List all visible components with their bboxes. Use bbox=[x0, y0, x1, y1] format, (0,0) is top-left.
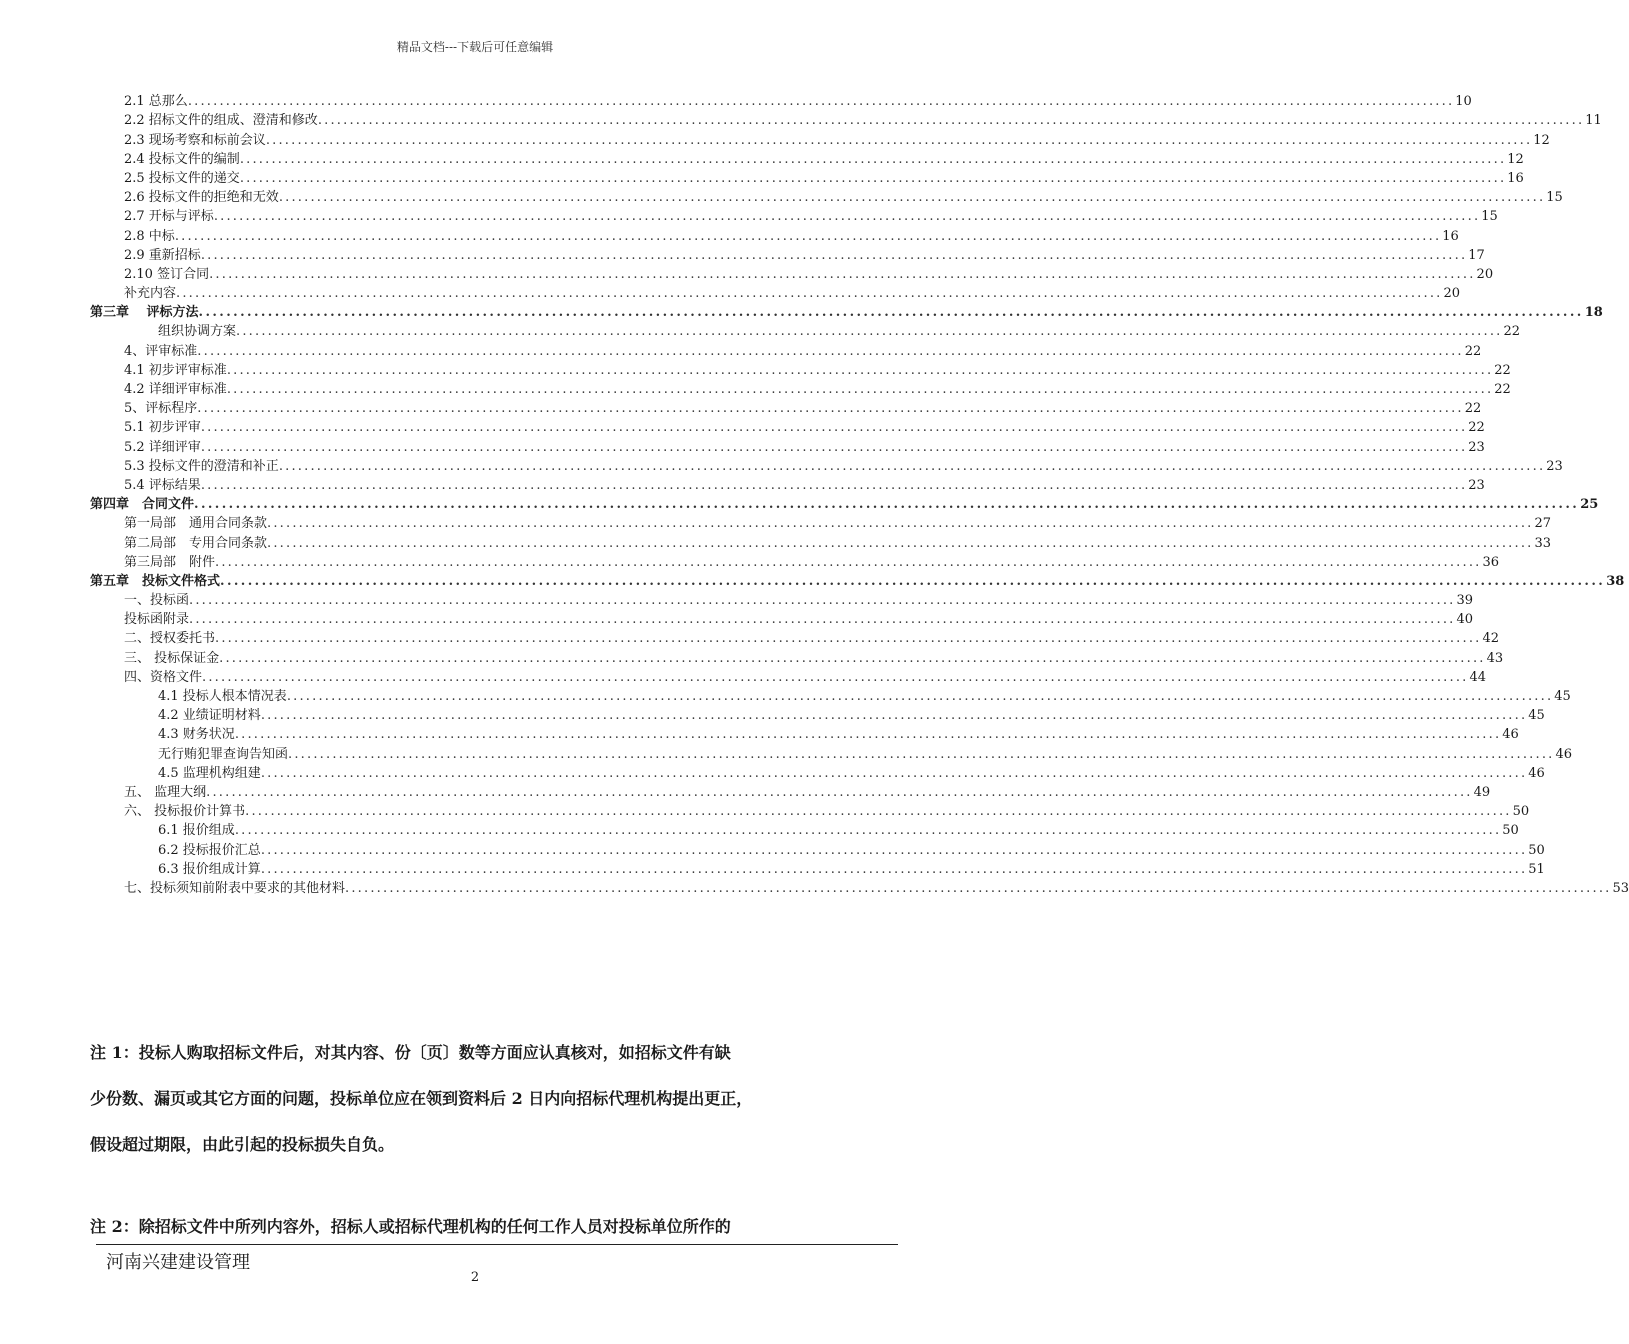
notes-section bbox=[90, 1030, 870, 1250]
toc-entry-label: 2.2 招标文件的组成、澄清和修改 bbox=[124, 113, 318, 129]
toc-entry[interactable] bbox=[90, 341, 1482, 360]
toc-entry-page: 22 bbox=[1494, 382, 1511, 397]
toc-entry-page: 17 bbox=[1468, 247, 1485, 263]
toc-dot-leader: ........................................................................................................................................................................................................ bbox=[260, 842, 1528, 858]
toc-entry-page: 12 bbox=[1507, 151, 1524, 167]
toc-entry[interactable] bbox=[90, 802, 1530, 821]
toc-entry[interactable] bbox=[90, 457, 1563, 476]
toc-entry-page: 39 bbox=[1456, 593, 1474, 609]
toc-entry-label: 2.4 投标文件的编制 bbox=[124, 151, 240, 167]
toc-dot-leader: ........................................................................................................................................................................................................ bbox=[267, 535, 1534, 551]
toc-dot-leader: ........................................................................................................................................................................................................ bbox=[286, 689, 1554, 704]
toc-entry-page: 53 bbox=[1612, 880, 1629, 896]
toc-entry-label: 2.10 签订合同 bbox=[124, 266, 210, 282]
toc-entry-page: 18 bbox=[1584, 305, 1603, 321]
toc-entry[interactable] bbox=[90, 476, 1485, 495]
toc-entry[interactable] bbox=[90, 150, 1524, 169]
toc-dot-leader: ........................................................................................................................................................................................................ bbox=[239, 151, 1507, 167]
toc-dot-leader: ........................................................................................................................................................................................................ bbox=[187, 94, 1455, 110]
toc-entry-label: 5、评标程序 bbox=[124, 401, 198, 417]
toc-entry[interactable] bbox=[90, 514, 1552, 533]
toc-entry[interactable] bbox=[90, 92, 1472, 111]
toc-entry[interactable] bbox=[90, 111, 1602, 130]
toc-entry[interactable] bbox=[90, 744, 1573, 763]
toc-entry-page: 15 bbox=[1481, 209, 1498, 225]
toc-entry[interactable] bbox=[90, 821, 1519, 840]
toc-entry-label: 4.1 初步评审标准 bbox=[124, 362, 227, 378]
toc-entry[interactable] bbox=[90, 879, 1629, 898]
toc-entry[interactable] bbox=[90, 380, 1511, 399]
toc-dot-leader: ........................................................................................................................................................................................................ bbox=[200, 247, 1468, 263]
toc-entry-page: 49 bbox=[1473, 784, 1491, 800]
toc-dot-leader: ........................................................................................................................................................................................................ bbox=[236, 324, 1503, 340]
toc-entry-page: 33 bbox=[1534, 535, 1552, 551]
toc-entry-label: 4.1 投标人根本情况表 bbox=[158, 689, 287, 704]
toc-chapter-entry[interactable] bbox=[90, 495, 1599, 514]
toc-dot-leader: ........................................................................................................................................................................................................ bbox=[260, 708, 1528, 724]
toc-entry-page: 22 bbox=[1464, 343, 1482, 359]
toc-entry-label: 6.2 投标报价汇总 bbox=[158, 842, 261, 858]
toc-dot-leader: ........................................................................................................................................................................................................ bbox=[197, 343, 1464, 359]
toc-dot-leader: ........................................................................................................................................................................................................ bbox=[215, 554, 1482, 570]
toc-entry[interactable] bbox=[90, 783, 1491, 802]
toc-dot-leader: ........................................................................................................................................................................................................ bbox=[234, 727, 1502, 743]
toc-entry-label: 二、授权委托书 bbox=[124, 631, 216, 647]
page-number: 2 bbox=[470, 1270, 480, 1285]
toc-entry-label: 组织协调方案 bbox=[158, 324, 237, 340]
toc-entry-page: 23 bbox=[1468, 477, 1485, 493]
toc-entry[interactable] bbox=[90, 169, 1524, 188]
note-1-line-1: 注 1：投标人购取招标文件后，对其内容、份〔页〕数等方面应认真核对，如招标文件有缺 bbox=[90, 1043, 731, 1062]
toc-entry[interactable] bbox=[90, 764, 1545, 783]
toc-entry[interactable] bbox=[90, 553, 1500, 572]
toc-entry-label: 第五章 投标文件格式 bbox=[90, 573, 221, 589]
toc-dot-leader: ........................................................................................................................................................................................................ bbox=[198, 305, 1584, 321]
toc-entry-label: 6.1 报价组成 bbox=[158, 823, 235, 839]
toc-entry-page: 22 bbox=[1464, 401, 1482, 417]
note-1-line-2: 少份数、漏页或其它方面的问题，投标单位应在领到资料后 2 日内向招标代理机构提出更正， bbox=[90, 1089, 753, 1108]
toc-entry[interactable] bbox=[90, 226, 1459, 245]
toc-chapter-entry[interactable] bbox=[90, 572, 1625, 591]
toc-entry-label: 第三章 评标方法 bbox=[90, 305, 199, 321]
toc-dot-leader: ........................................................................................................................................................................................................ bbox=[245, 804, 1512, 820]
toc-entry[interactable] bbox=[90, 361, 1511, 380]
toc-entry[interactable] bbox=[90, 322, 1521, 341]
toc-dot-leader: ........................................................................................................................................................................................................ bbox=[226, 382, 1494, 397]
toc-entry[interactable] bbox=[90, 860, 1545, 879]
toc-entry-label: 2.1 总那么 bbox=[124, 94, 188, 110]
toc-dot-leader: ........................................................................................................................................................................................................ bbox=[260, 861, 1528, 877]
toc-entry-page: 46 bbox=[1528, 765, 1545, 781]
toc-dot-leader: ........................................................................................................................................................................................................ bbox=[265, 132, 1533, 148]
toc-entry-page: 16 bbox=[1442, 228, 1459, 244]
toc-entry[interactable] bbox=[90, 533, 1552, 552]
toc-entry-label: 第二局部 专用合同条款 bbox=[124, 535, 268, 551]
toc-dot-leader: ........................................................................................................................................................................................................ bbox=[197, 401, 1464, 417]
toc-entry-page: 22 bbox=[1494, 362, 1511, 378]
toc-entry-page: 50 bbox=[1512, 804, 1530, 820]
toc-entry-page: 40 bbox=[1456, 612, 1474, 628]
toc-dot-leader: ........................................................................................................................................................................................................ bbox=[200, 439, 1468, 455]
toc-entry-label: 5.3 投标文件的澄清和补正 bbox=[124, 458, 279, 474]
toc-dot-leader: ........................................................................................................................................................................................................ bbox=[260, 765, 1528, 781]
note-1-line-3: 假设超过期限，由此引起的投标损失自负。 bbox=[90, 1135, 395, 1154]
toc-entry-page: 11 bbox=[1585, 113, 1602, 129]
toc-entry-label: 无行贿犯罪查询告知函 bbox=[158, 746, 289, 762]
toc-entry-page: 22 bbox=[1503, 324, 1521, 340]
toc-entry-label: 4.3 财务状况 bbox=[158, 727, 235, 743]
toc-entry[interactable] bbox=[90, 284, 1461, 303]
toc-entry-page: 15 bbox=[1546, 190, 1563, 206]
toc-entry-page: 25 bbox=[1580, 497, 1599, 513]
toc-entry-label: 5.1 初步评审 bbox=[124, 420, 201, 436]
toc-entry-label: 5.4 评标结果 bbox=[124, 477, 201, 493]
toc-entry-label: 2.9 重新招标 bbox=[124, 247, 201, 263]
toc-chapter-entry[interactable] bbox=[90, 303, 1603, 322]
toc-entry-label: 4.2 业绩证明材料 bbox=[158, 708, 261, 724]
toc-entry-label: 四、资格文件 bbox=[124, 669, 203, 685]
toc-dot-leader: ........................................................................................................................................................................................................ bbox=[220, 573, 1606, 589]
toc-dot-leader: ........................................................................................................................................................................................................ bbox=[345, 880, 1612, 896]
toc-entry[interactable] bbox=[90, 130, 1550, 149]
toc-entry-label: 2.3 现场考察和标前会议 bbox=[124, 132, 266, 148]
toc-entry[interactable] bbox=[90, 725, 1519, 744]
toc-entry-label: 4.5 监理机构组建 bbox=[158, 765, 261, 781]
toc-entry-label: 6.3 报价组成计算 bbox=[158, 861, 261, 877]
toc-dot-leader: ........................................................................................................................................................................................................ bbox=[189, 612, 1456, 628]
toc-entry-label: 第一局部 通用合同条款 bbox=[124, 516, 268, 532]
toc-entry-page: 45 bbox=[1554, 689, 1571, 704]
toc-dot-leader: ........................................................................................................................................................................................................ bbox=[189, 593, 1456, 609]
toc-entry-label: 三、 投标保证金 bbox=[124, 650, 220, 666]
toc-entry[interactable] bbox=[90, 265, 1494, 284]
toc-entry[interactable] bbox=[90, 629, 1500, 648]
toc-entry-label: 五、 监理大纲 bbox=[124, 784, 207, 800]
toc-dot-leader: ........................................................................................................................................................................................................ bbox=[200, 420, 1468, 436]
toc-dot-leader: ........................................................................................................................................................................................................ bbox=[234, 823, 1502, 839]
toc-entry-page: 51 bbox=[1528, 861, 1545, 877]
toc-entry[interactable] bbox=[90, 437, 1485, 456]
toc-entry-page: 43 bbox=[1486, 650, 1504, 666]
toc-entry-page: 12 bbox=[1533, 132, 1550, 148]
toc-entry-page: 50 bbox=[1502, 823, 1519, 839]
toc-dot-leader: ........................................................................................................................................................................................................ bbox=[215, 631, 1482, 647]
toc-dot-leader: ........................................................................................................................................................................................................ bbox=[219, 650, 1486, 666]
toc-dot-leader: ........................................................................................................................................................................................................ bbox=[213, 209, 1481, 225]
toc-entry-page: 27 bbox=[1534, 516, 1552, 532]
toc-entry-label: 一、投标函 bbox=[124, 593, 190, 609]
toc-entry[interactable] bbox=[90, 591, 1474, 610]
toc-entry-label: 2.7 开标与评标 bbox=[124, 209, 214, 225]
toc-entry-label: 补充内容 bbox=[124, 286, 177, 302]
toc-entry-page: 16 bbox=[1507, 170, 1524, 186]
toc-entry[interactable] bbox=[90, 706, 1545, 725]
toc-entry-page: 46 bbox=[1502, 727, 1519, 743]
toc-entry[interactable] bbox=[90, 668, 1487, 687]
toc-dot-leader: ........................................................................................................................................................................................................ bbox=[202, 669, 1469, 685]
toc-entry[interactable] bbox=[90, 648, 1504, 667]
toc-dot-leader: ........................................................................................................................................................................................................ bbox=[267, 516, 1534, 532]
toc-entry-page: 20 bbox=[1443, 286, 1461, 302]
toc-entry-page: 23 bbox=[1546, 458, 1563, 474]
toc-dot-leader: ........................................................................................................................................................................................................ bbox=[288, 746, 1555, 762]
toc-entry-label: 4、评审标准 bbox=[124, 343, 198, 359]
toc-entry[interactable] bbox=[90, 610, 1474, 629]
toc-entry-page: 36 bbox=[1482, 554, 1500, 570]
toc-dot-leader: ........................................................................................................................................................................................................ bbox=[174, 228, 1442, 244]
toc-entry[interactable] bbox=[90, 207, 1498, 226]
toc-entry[interactable] bbox=[90, 188, 1563, 207]
toc-entry-label: 2.6 投标文件的拒绝和无效 bbox=[124, 190, 279, 206]
page-header: 精品文档---下载后可任意编辑 bbox=[396, 40, 554, 54]
toc-entry[interactable] bbox=[90, 399, 1482, 418]
toc-entry[interactable] bbox=[90, 687, 1571, 706]
toc-dot-leader: ........................................................................................................................................................................................................ bbox=[209, 266, 1476, 282]
toc-entry-page: 45 bbox=[1528, 708, 1545, 724]
toc-dot-leader: ........................................................................................................................................................................................................ bbox=[176, 286, 1443, 302]
toc-dot-leader: ........................................................................................................................................................................................................ bbox=[194, 497, 1580, 513]
note-2-line-1: 注 2：除招标文件中所列内容外，招标人或招标代理机构的任何工作人员对投标单位所作的 bbox=[90, 1217, 731, 1236]
toc-dot-leader: ........................................................................................................................................................................................................ bbox=[200, 477, 1468, 493]
toc-dot-leader: ........................................................................................................................................................................................................ bbox=[317, 113, 1585, 129]
toc-entry-label: 2.5 投标文件的递交 bbox=[124, 170, 240, 186]
toc-entry-page: 46 bbox=[1555, 746, 1573, 762]
toc-entry-page: 10 bbox=[1455, 94, 1472, 110]
toc-entry-label: 第四章 合同文件 bbox=[90, 497, 195, 513]
toc-dot-leader: ........................................................................................................................................................................................................ bbox=[278, 458, 1546, 474]
footer-company-name: 河南兴建建设管理 bbox=[106, 1252, 250, 1273]
footer-divider bbox=[96, 1244, 898, 1245]
toc-entry[interactable] bbox=[90, 418, 1485, 437]
toc-entry-page: 50 bbox=[1528, 842, 1545, 858]
toc-entry-label: 投标函附录 bbox=[124, 612, 190, 628]
toc-entry-page: 22 bbox=[1468, 420, 1485, 436]
toc-entry-label: 2.8 中标 bbox=[124, 228, 175, 244]
toc-dot-leader: ........................................................................................................................................................................................................ bbox=[206, 784, 1473, 800]
table-of-contents bbox=[90, 92, 1629, 898]
toc-entry[interactable] bbox=[90, 246, 1485, 265]
toc-entry-page: 23 bbox=[1468, 439, 1485, 455]
toc-dot-leader: ........................................................................................................................................................................................................ bbox=[278, 190, 1546, 206]
toc-entry[interactable] bbox=[90, 840, 1545, 859]
toc-dot-leader: ........................................................................................................................................................................................................ bbox=[239, 170, 1507, 186]
toc-entry-label: 5.2 详细评审 bbox=[124, 439, 201, 455]
toc-entry-label: 第三局部 附件 bbox=[124, 554, 216, 570]
toc-dot-leader: ........................................................................................................................................................................................................ bbox=[226, 362, 1494, 378]
toc-entry-page: 38 bbox=[1606, 573, 1625, 589]
toc-entry-page: 42 bbox=[1482, 631, 1500, 647]
toc-entry-label: 六、 投标报价计算书 bbox=[124, 804, 246, 820]
toc-entry-page: 44 bbox=[1469, 669, 1487, 685]
toc-entry-label: 七、投标须知前附表中要求的其他材料 bbox=[124, 880, 346, 896]
toc-entry-page: 20 bbox=[1476, 266, 1494, 282]
toc-entry-label: 4.2 详细评审标准 bbox=[124, 382, 227, 397]
